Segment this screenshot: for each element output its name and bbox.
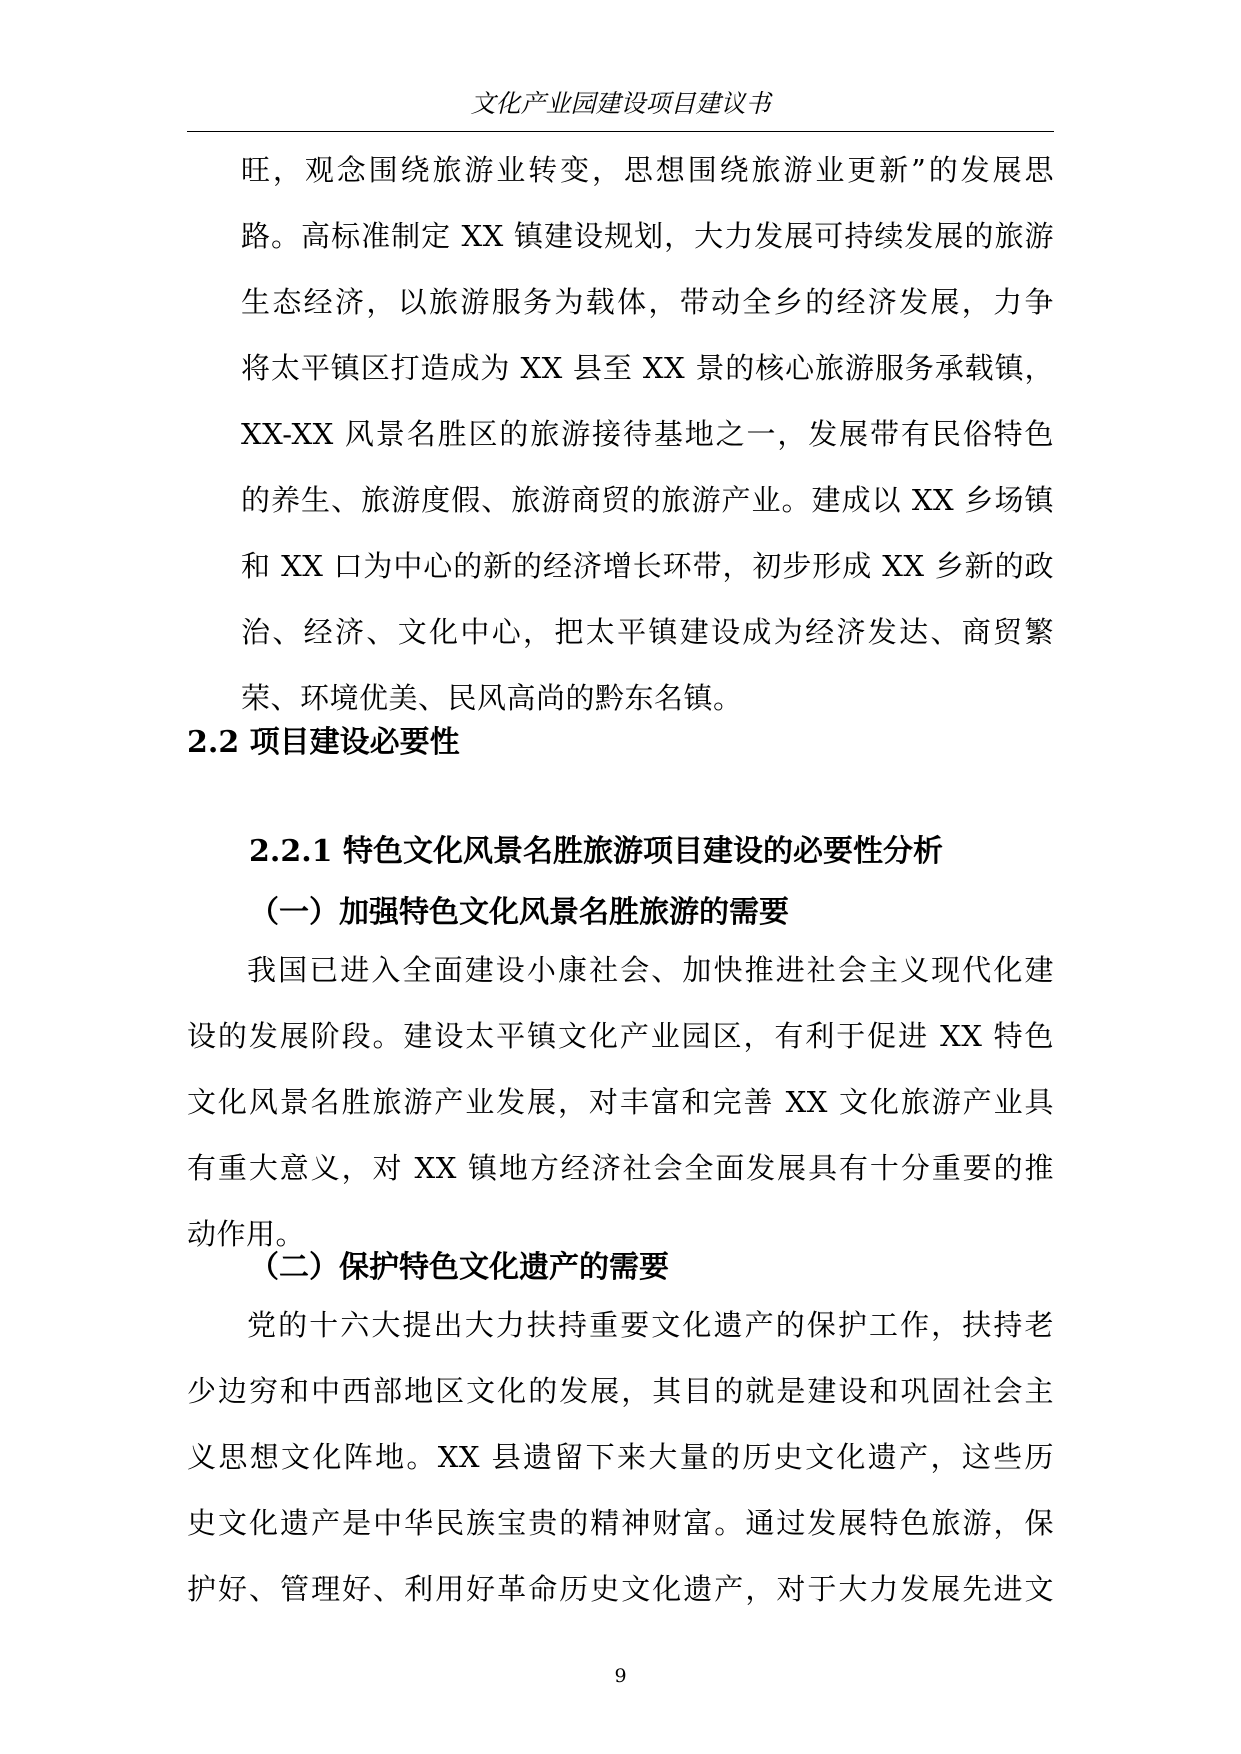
text-line: 的养生、旅游度假、旅游商贸的旅游产业。建成以 XX 乡场镇 [241, 483, 1054, 517]
text-line: 史文化遗产是中华民族宝贵的精神财富。通过发展特色旅游，保 [187, 1506, 1054, 1540]
text-line: 少边穷和中西部地区文化的发展，其目的就是建设和巩固社会主 [187, 1374, 1054, 1408]
text-line: 义思想文化阵地。XX 县遗留下来大量的历史文化遗产，这些历 [187, 1440, 1054, 1474]
text-line: 党的十六大提出大力扶持重要文化遗产的保护工作，扶持老 [247, 1308, 1054, 1342]
text-line: 将太平镇区打造成为 XX 县至 XX 景的核心旅游服务承载镇， [241, 351, 1054, 385]
text-line: 设的发展阶段。建设太平镇文化产业园区，有利于促进 XX 特色 [187, 1019, 1054, 1053]
text-line: 护好、管理好、利用好革命历史文化遗产，对于大力发展先进文 [187, 1572, 1054, 1606]
part-heading-2: （二）保护特色文化遗产的需要 [249, 1250, 669, 1285]
text-line: 和 XX 口为中心的新的经济增长环带，初步形成 XX 乡新的政 [241, 549, 1054, 583]
part-heading-1: （一）加强特色文化风景名胜旅游的需要 [249, 895, 789, 930]
header-rule [187, 131, 1054, 132]
page-number: 9 [614, 1665, 627, 1687]
subsection-heading: 2.2.1 特色文化风景名胜旅游项目建设的必要性分析 [249, 834, 943, 869]
text-line: 我国已进入全面建设小康社会、加快推进社会主义现代化建 [247, 953, 1054, 987]
text-line: 动作用。 [187, 1217, 306, 1251]
paragraph-part-2 [187, 1292, 1054, 1622]
text-line: 生态经济，以旅游服务为载体，带动全乡的经济发展，力争 [241, 285, 1054, 319]
paragraph-continuation [187, 137, 1054, 731]
text-line: 文化风景名胜旅游产业发展，对丰富和完善 XX 文化旅游产业具 [187, 1085, 1054, 1119]
text-line: 治、经济、文化中心，把太平镇建设成为经济发达、商贸繁 [241, 615, 1054, 649]
paragraph-part-1 [187, 937, 1054, 1267]
section-heading: 2.2 项目建设必要性 [187, 725, 460, 760]
text-line: 旺，观念围绕旅游业转变，思想围绕旅游业更新”的发展思 [241, 153, 1054, 187]
text-line: 路。高标准制定 XX 镇建设规划，大力发展可持续发展的旅游 [241, 219, 1054, 253]
text-line: XX-XX 风景名胜区的旅游接待基地之一，发展带有民俗特色 [241, 417, 1054, 451]
running-header: 文化产业园建设项目建议书 [470, 89, 771, 118]
text-line: 荣、环境优美、民风高尚的黔东名镇。 [241, 681, 743, 715]
text-line: 有重大意义，对 XX 镇地方经济社会全面发展具有十分重要的推 [187, 1151, 1054, 1185]
